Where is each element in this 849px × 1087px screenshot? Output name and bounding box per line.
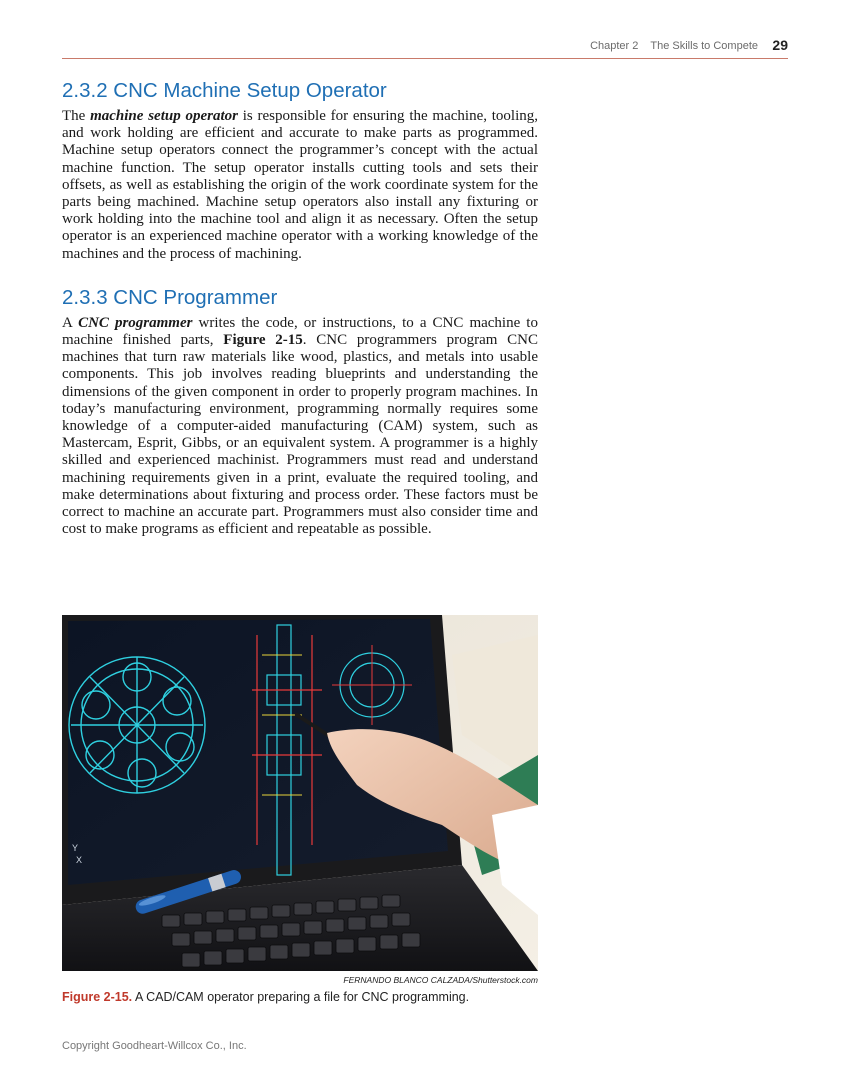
text-run: The bbox=[62, 108, 91, 124]
section-heading-programmer: 2.3.3 CNC Programmer bbox=[62, 285, 278, 309]
setup-operator-paragraph bbox=[62, 108, 538, 263]
text-run: A bbox=[62, 314, 79, 331]
cad-laptop-photo bbox=[62, 615, 538, 971]
section-heading-setup-operator: 2.3.2 CNC Machine Setup Operator bbox=[62, 79, 387, 102]
photo-credit: FERNANDO BLANCO CALZADA/Shutterstock.com bbox=[343, 975, 538, 985]
page-number: 29 bbox=[772, 37, 788, 53]
copyright-footer: Copyright Goodheart-Willcox Co., Inc. bbox=[62, 1040, 247, 1052]
key-term-cnc-programmer: CNC programmer bbox=[78, 314, 193, 331]
chapter-title: The Skills to Compete bbox=[650, 40, 758, 52]
running-header-text bbox=[590, 40, 758, 52]
figure-reference: Figure 2-15 bbox=[223, 332, 303, 349]
screen-axis-x: X bbox=[76, 855, 83, 865]
text-run: writes the code, or instructions, to a CNC machine to machine finished parts, bbox=[62, 314, 538, 349]
chapter-label: Chapter 2 bbox=[590, 40, 639, 52]
text-run: . CNC programmers program CNC machines that turn raw materials like wood, plastics, and metals into usable components. This job involves reading blueprints and understanding the dimensions of the given component in order to properly program machines. In today’s manufacturing environment, programming normally requires some knowledge of a computer-aided manufacturing (CAM) system, such as Mastercam, Esprit, Gibbs, or an equivalent system. A programmer is a highly skilled and experienced machinist. Programmers must read and understand machining requirements given in a print, evaluate the required tooling, and make determinations about fixturing and process order. These factors must be correct to machine an accurate part. Programmers must also consider time and cost to make programs as efficient and repeatable as possible. bbox=[62, 332, 538, 538]
screen-axis-y: Y bbox=[72, 843, 79, 853]
figure-photo bbox=[62, 615, 538, 971]
figure-caption bbox=[62, 990, 662, 1004]
text-run: is responsible for ensuring the machine, tooling, and work holding are efficient and accurate to make parts as programmed. Machine setup operators connect the programmer’s concept with the actual machine function. The setup operator installs cutting tools and sets their offsets, as well as establishing the origin of the work coordinate system for the parts being machined. Machine setup operators also install any fixturing or work holding into the machine tool and align it as necessary. Often the setup operator is an experienced machine operator with a working knowledge of the machines and the process of machining. bbox=[62, 108, 538, 262]
figure-caption-label: Figure 2-15. bbox=[62, 990, 133, 1004]
programmer-paragraph bbox=[62, 315, 538, 539]
running-header bbox=[62, 36, 788, 59]
figure-caption-text: A CAD/CAM operator preparing a file for CNC programming. bbox=[132, 990, 470, 1004]
main-content bbox=[62, 78, 538, 556]
key-term-setup-operator: machine setup operator bbox=[90, 108, 238, 124]
